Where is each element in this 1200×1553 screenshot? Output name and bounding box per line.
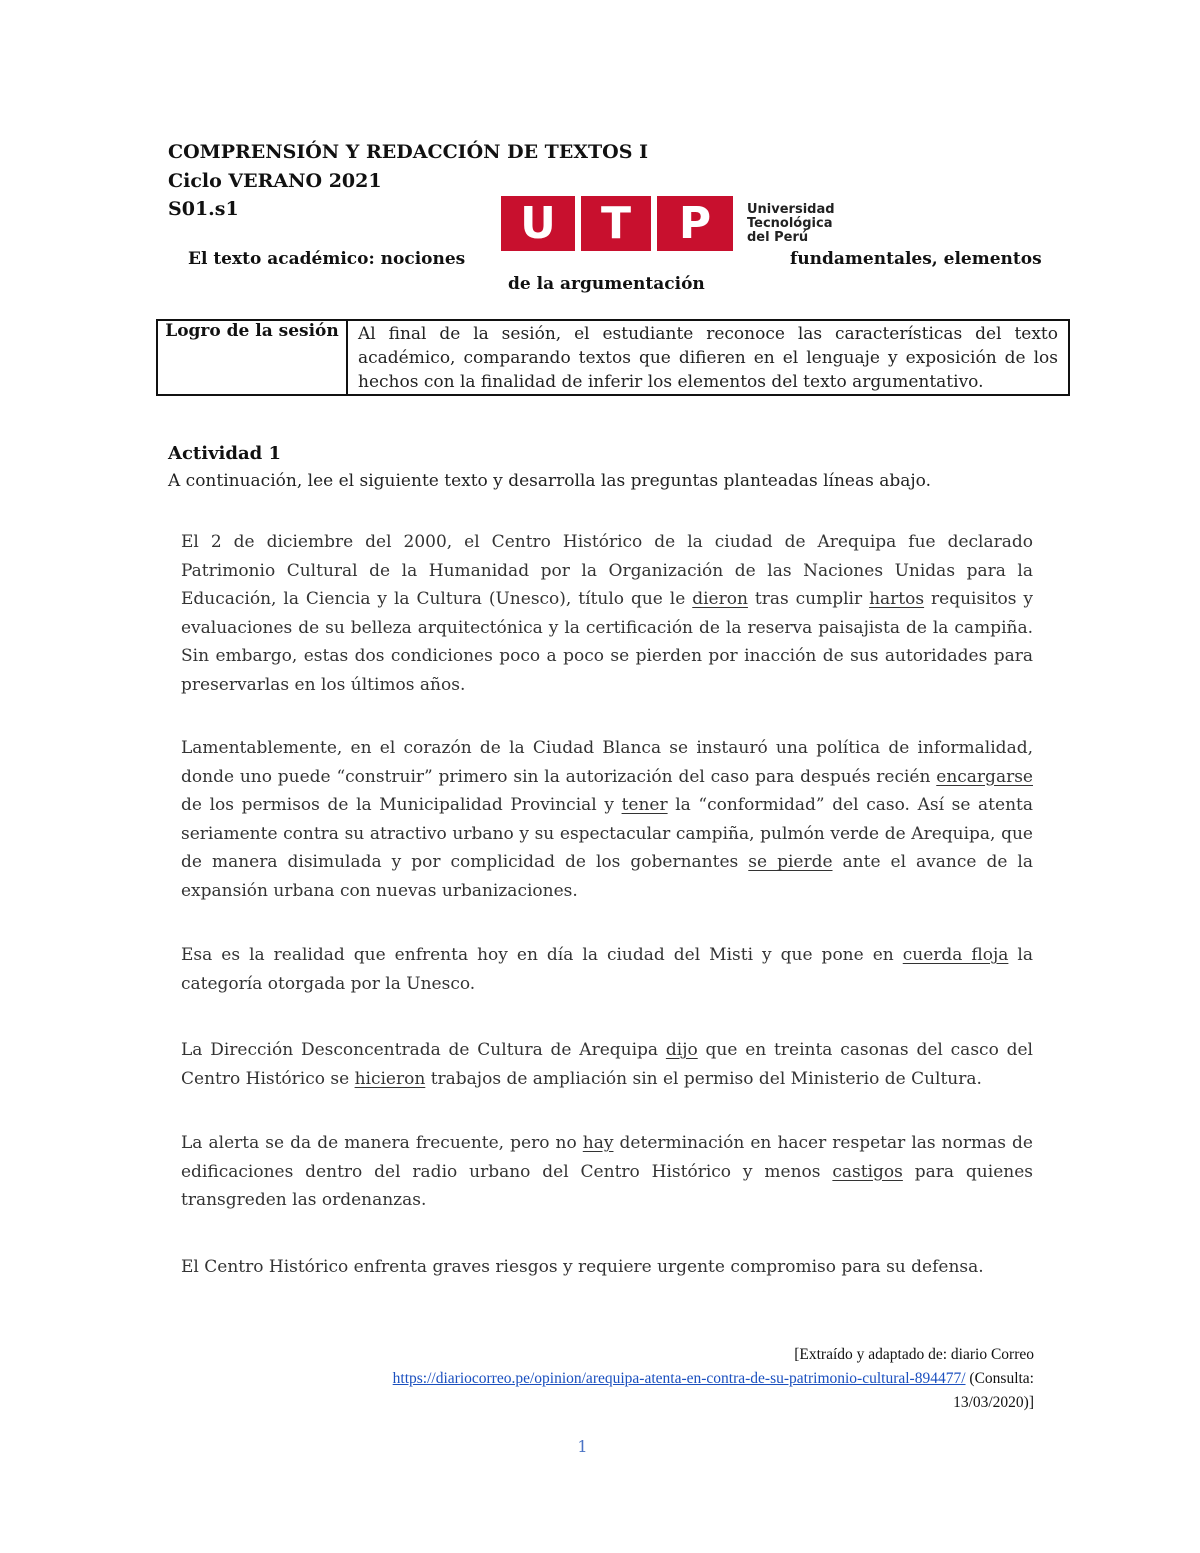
underlined-word: hay — [582, 1133, 614, 1153]
article-paragraph-6: El Centro Histórico enfrenta graves riesgos y requiere urgente compromiso para su defensa. — [181, 1257, 984, 1277]
underlined-word: hartos — [869, 589, 925, 610]
article-paragraph-1: El 2 de diciembre del 2000, el Centro Histórico de la ciudad de Arequipa fue declarado Patrimonio Cultural de la Humanidad por la Organización de las Naciones Unidas para la Educación, la Ciencia y la Cultura (Unesco), título que le dieron tras cumplir hartos requisitos y evaluaciones de su belleza arquitectónica y la certificación de la reserva paisajista de la campiña. Sin embargo, estas dos condiciones poco a poco se pierden por inacción de sus autoridades para preservarlas en los últimos años. — [181, 532, 1033, 695]
logro-label: Logro de la sesión — [165, 321, 339, 341]
source-consult: (Consulta: — [965, 1370, 1034, 1387]
source-prefix: [Extraído y adaptado de: diario Correo — [794, 1346, 1034, 1363]
session-code: S01.s1 — [168, 198, 239, 220]
logo-university-name: Universidad Tecnológica del Perú — [747, 201, 835, 245]
page-number: 1 — [577, 1437, 588, 1456]
activity-title: Actividad 1 — [168, 443, 282, 464]
logo-letter-u: U — [501, 196, 575, 251]
underlined-word: hicieron — [354, 1068, 426, 1089]
source-link[interactable]: https://diariocorreo.pe/opinion/arequipa-atenta-en-contra-de-su-patrimonio-cultural-894477/ — [392, 1370, 966, 1387]
article-paragraph-3: Esa es la realidad que enfrenta hoy en día la ciudad del Misti y que pone en cuerda floja la categoría otorgada por la Unesco. — [181, 945, 1033, 994]
subtitle-part2: fundamentales, elementos — [790, 249, 1042, 269]
logo-letter-t: T — [581, 196, 651, 251]
utp-logo — [501, 196, 835, 251]
article-paragraph-4: La Dirección Desconcentrada de Cultura de Arequipa dijo que en treinta casonas del casco del Centro Histórico se hicieron trabajos de ampliación sin el permiso del Ministerio de Cultura. — [181, 1040, 1033, 1089]
article-paragraph-5: La alerta se da de manera frecuente, pero no hay determinación en hacer respetar las normas de edificaciones dentro del radio urbano del Centro Histórico y menos castigos para quienes transgreden las ordenanzas. — [181, 1133, 1033, 1211]
underlined-word: castigos — [832, 1161, 903, 1182]
underlined-word: encargarse — [936, 766, 1033, 787]
underlined-word: dijo — [665, 1040, 698, 1060]
underlined-word: se pierde — [748, 852, 833, 873]
subtitle-part1: El texto académico: nociones — [188, 249, 466, 269]
logo-letter-p: P — [657, 196, 733, 251]
course-title: COMPRENSIÓN Y REDACCIÓN DE TEXTOS I — [168, 141, 648, 163]
source-citation — [370, 1343, 1034, 1415]
activity-instruction: A continuación, lee el siguiente texto y desarrolla las preguntas planteadas líneas abajo. — [168, 471, 932, 491]
cycle-label: Ciclo VERANO 2021 — [168, 170, 382, 192]
underlined-word: dieron — [692, 589, 748, 610]
subtitle-part3: de la argumentación — [508, 274, 705, 294]
underlined-word: cuerda floja — [902, 945, 1009, 965]
underlined-word: tener — [621, 795, 668, 816]
source-consult-date: 13/03/2020)] — [953, 1394, 1034, 1411]
logro-text: Al final de la sesión, el estudiante reconoce las características del texto académico, comparando textos que difieren en el lenguaje y exposición de los hechos con la finalidad de inferir los elementos del texto argumentativo. — [358, 324, 1058, 392]
article-paragraph-2: Lamentablemente, en el corazón de la Ciudad Blanca se instauró una política de informalidad, donde uno puede “construir” primero sin la autorización del caso para después recién encargarse de los permisos de la Municipalidad Provincial y tener la “conformidad” del caso. Así se atenta seriamente contra su atractivo urbano y su espectacular campiña, pulmón verde de Arequipa, que de manera disimulada y por complicidad de los gobernantes se pierde ante el avance de la expansión urbana con nuevas urbanizaciones. — [181, 738, 1033, 901]
